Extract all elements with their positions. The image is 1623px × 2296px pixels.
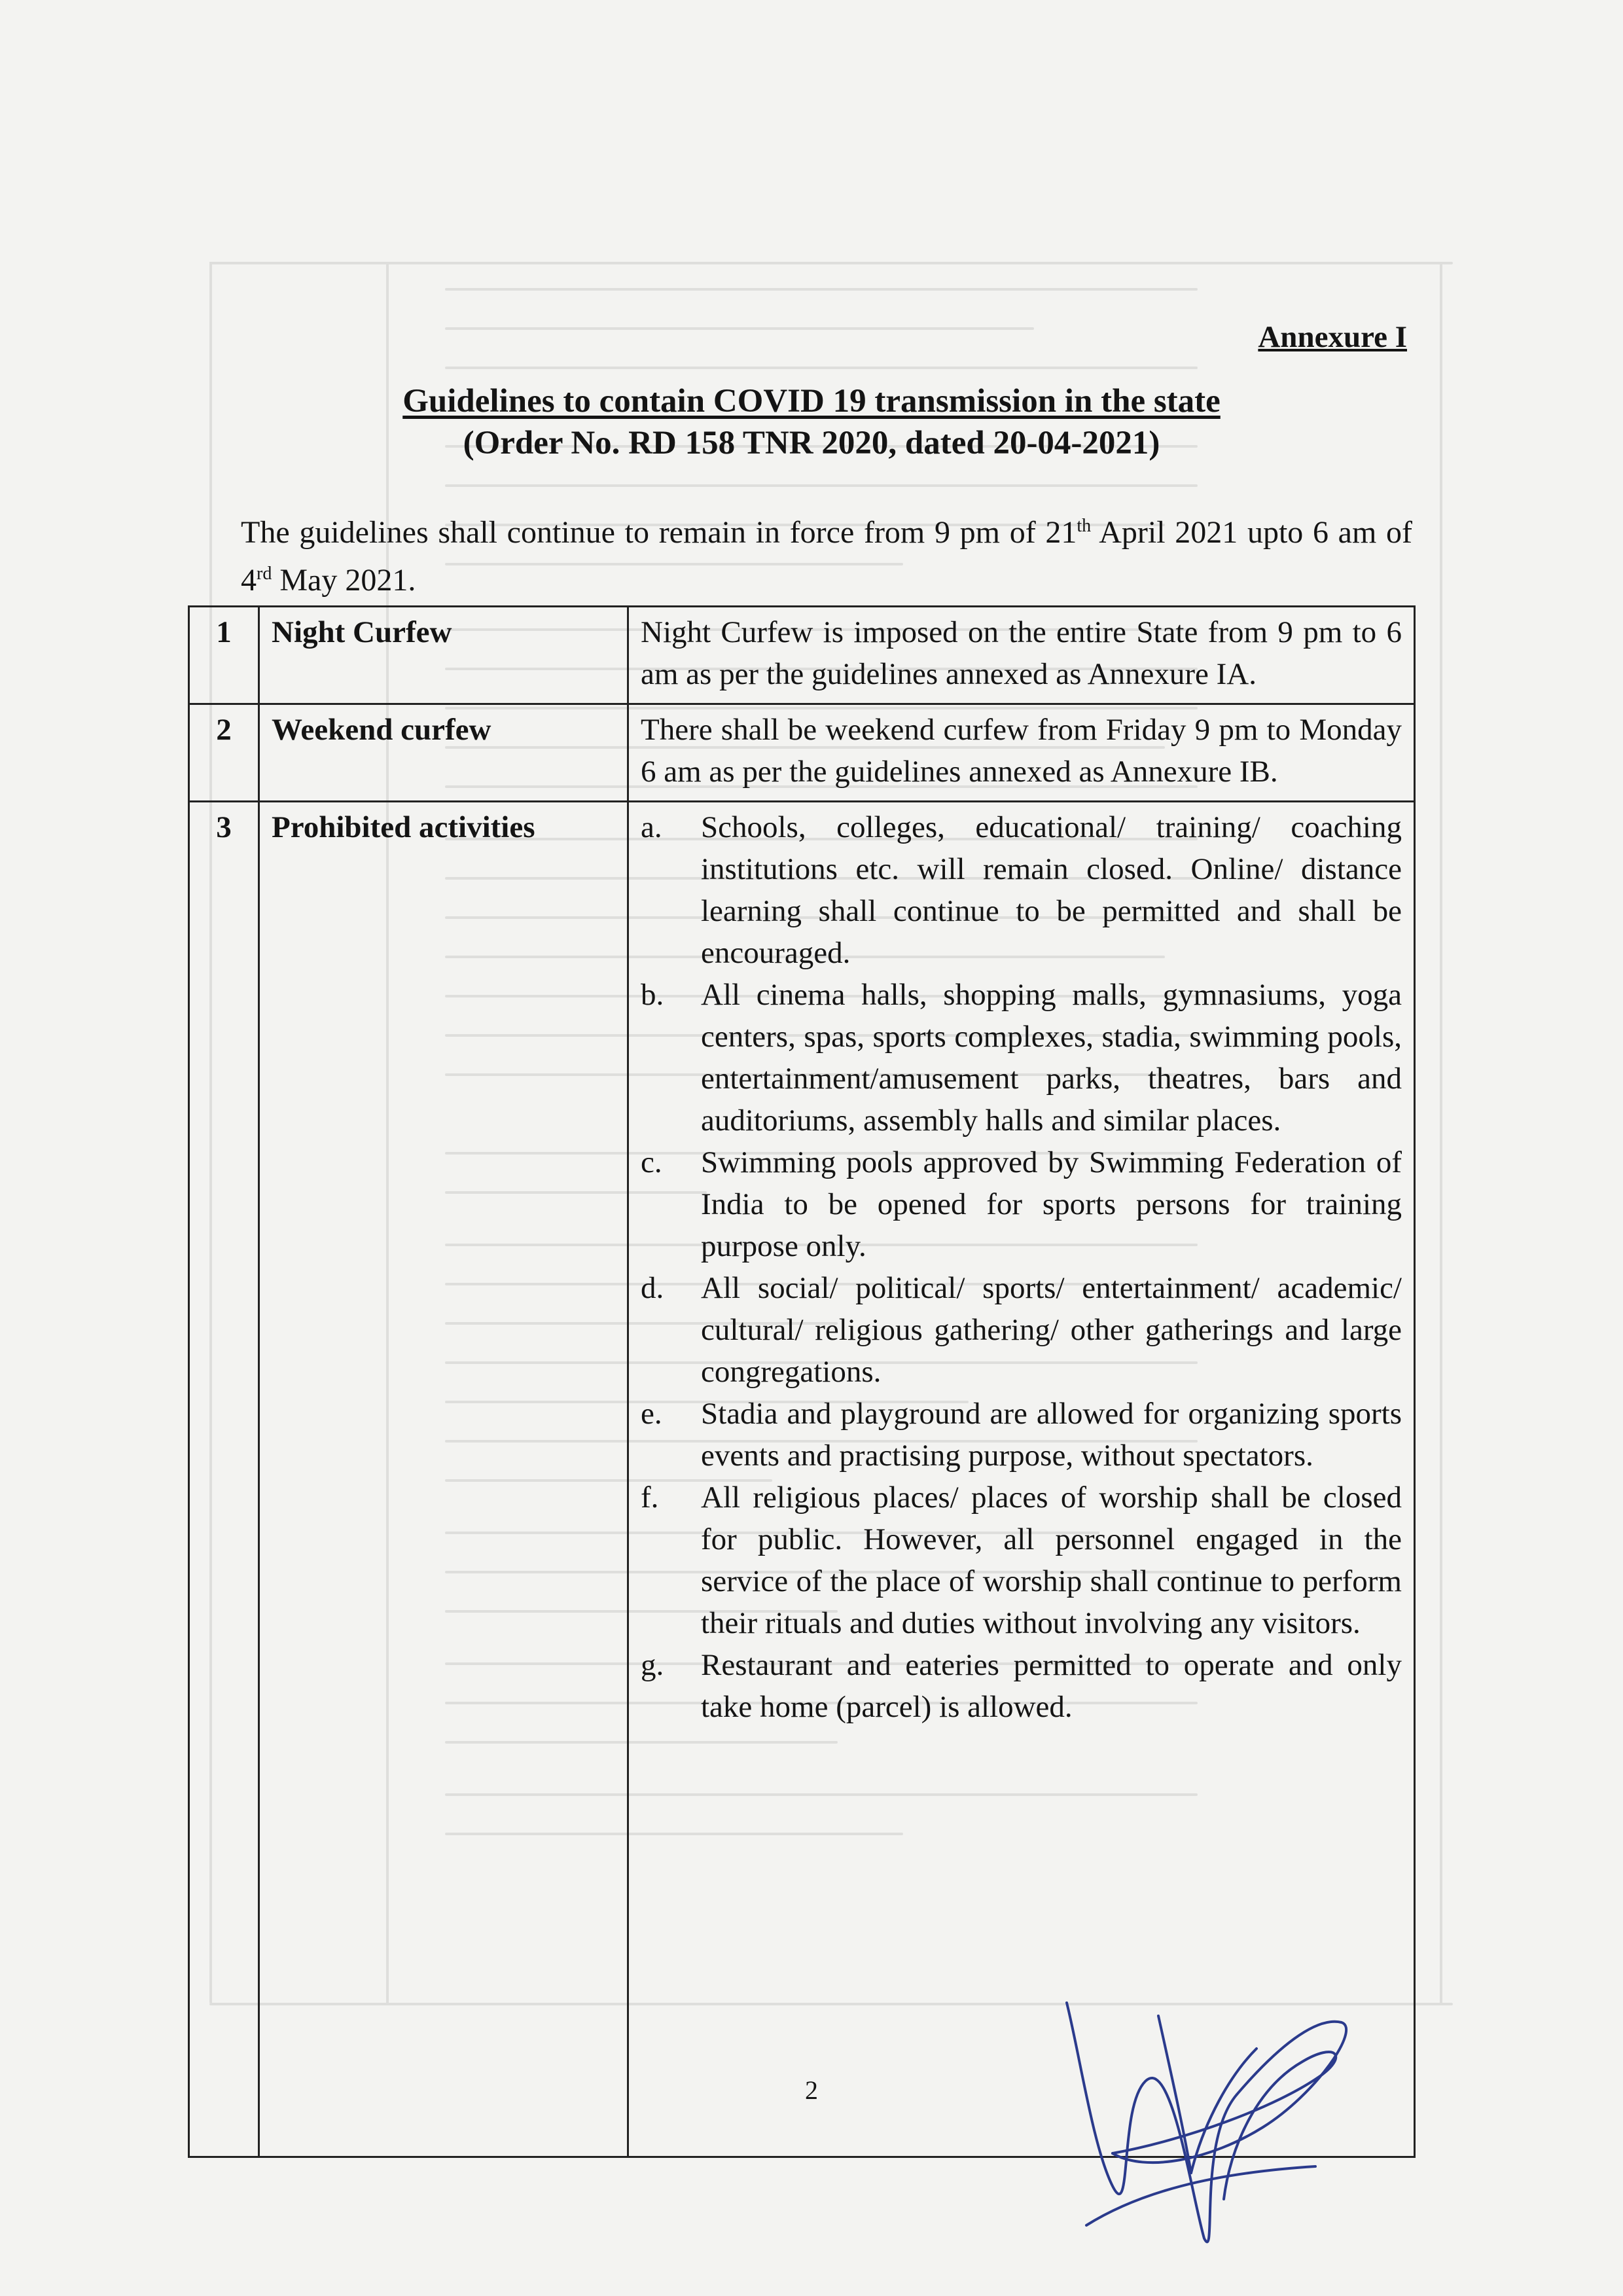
intro-text-1: The guidelines shall continue to remain in force from 9 pm of 21 (241, 515, 1077, 550)
list-item (629, 1644, 1402, 1728)
item-letter: a. (641, 810, 662, 844)
item-letter: g. (641, 1648, 664, 1682)
row-number: 3 (189, 802, 259, 2157)
row-description: Night Curfew is imposed on the entire State from 9 pm to 6 am as per the guidelines annexed as Annexure IA. (628, 607, 1415, 704)
list-item (629, 974, 1402, 1141)
intro-text-3: May 2021. (272, 563, 416, 598)
table-row (189, 607, 1415, 704)
item-letter: e. (641, 1397, 662, 1431)
list-item (629, 1141, 1402, 1267)
list-item (629, 1393, 1402, 1477)
table-row (189, 704, 1415, 802)
item-letter: d. (641, 1271, 664, 1305)
item-text: All cinema halls, shopping malls, gymnasiums, yoga centers, spas, sports complexes, stadia, swimming pools, entertainment/amusement parks, theatres, bars and auditoriums, assembly halls and similar places. (701, 978, 1402, 1138)
item-text: All religious places/ places of worship shall be closed for public. However, all personnel engaged in the service of the place of worship shall continue to perform their rituals and duties without involving any visitors. (701, 1480, 1402, 1640)
list-item (629, 1267, 1402, 1393)
list-item (629, 806, 1402, 974)
table-row (189, 802, 1415, 2157)
list-item (629, 1477, 1402, 1644)
intro-text-2: April 2021 upto 6 am of 4 (241, 515, 1412, 598)
order-reference: (Order No. RD 158 TNR 2020, dated 20-04-2021) (463, 425, 1160, 461)
item-text: All social/ political/ sports/ entertainment/ academic/ cultural/ religious gathering/ other gatherings and large congregations. (701, 1271, 1402, 1389)
item-text: Swimming pools approved by Swimming Federation of India to be opened for sports persons for training purpose only. (701, 1145, 1402, 1263)
row-number: 1 (189, 607, 259, 704)
row-heading: Prohibited activities (259, 802, 628, 2157)
row-description: There shall be weekend curfew from Friday 9 pm to Monday 6 am as per the guidelines annexed as Annexure IB. (628, 704, 1415, 802)
item-letter: b. (641, 978, 664, 1012)
intro-sup-1: th (1077, 516, 1092, 536)
row-description (628, 802, 1415, 2157)
item-letter: c. (641, 1145, 662, 1179)
document-title: Guidelines to contain COVID 19 transmission in the state (402, 383, 1221, 420)
intro-paragraph (241, 505, 1412, 601)
annexure-label: Annexure I (1258, 320, 1407, 354)
row-number: 2 (189, 704, 259, 802)
row-heading: Night Curfew (259, 607, 628, 704)
handwritten-signature (1041, 1977, 1368, 2271)
guidelines-table (188, 605, 1416, 2158)
item-text: Restaurant and eateries permitted to operate and only take home (parcel) is allowed. (701, 1648, 1402, 1724)
item-text: Stadia and playground are allowed for organizing sports events and practising purpose, without spectators. (701, 1397, 1402, 1473)
row-heading: Weekend curfew (259, 704, 628, 802)
prohibited-activities-list (629, 806, 1402, 1728)
item-text: Schools, colleges, educational/ training/ coaching institutions etc. will remain closed. Online/ distance learning shall continue to be permitted and shall be encouraged. (701, 810, 1402, 970)
page-number: 2 (805, 2075, 818, 2105)
intro-sup-2: rd (257, 564, 272, 584)
item-letter: f. (641, 1480, 659, 1515)
